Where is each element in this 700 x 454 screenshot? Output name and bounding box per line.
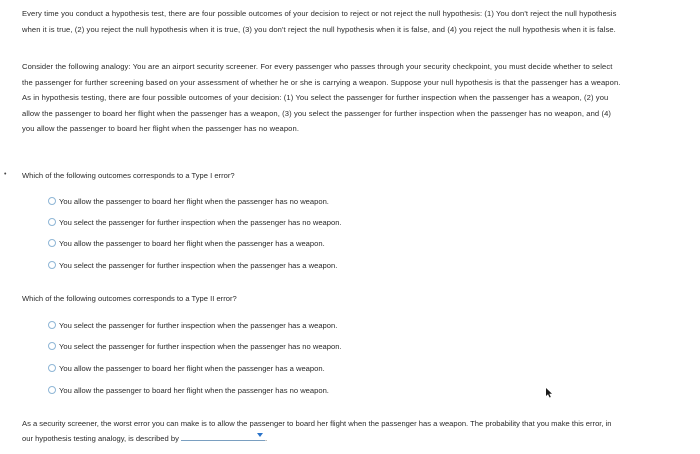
final-statement — [22, 416, 622, 446]
radio-button[interactable] — [48, 342, 56, 350]
option-label: You allow the passenger to board her flight when the passenger has a weapon. — [59, 363, 325, 373]
option-label: You allow the passenger to board her flight when the passenger has no weapon. — [59, 196, 329, 206]
intro-paragraph: Every time you conduct a hypothesis test, there are four possible outcomes of your decision to reject or not reject the null hypothesis: (1) You don't reject the null hypothesis when it is true, (2) you reject the null hypothesis when it is true, (3) you don't reject the null hypothesis when it is false, and (4) you reject the null hypothesis when it is false. — [22, 9, 617, 34]
radio-button[interactable] — [48, 239, 56, 247]
q1-option-2[interactable] — [48, 215, 342, 229]
q2-option-2[interactable] — [48, 339, 342, 353]
question2-prompt: Which of the following outcomes corresponds to a Type II error? — [22, 294, 237, 303]
radio-button[interactable] — [48, 218, 56, 226]
radio-button[interactable] — [48, 321, 56, 329]
q2-option-1[interactable] — [48, 318, 337, 332]
q1-option-4[interactable] — [48, 258, 337, 272]
q2-option-3[interactable] — [48, 361, 325, 375]
option-label: You select the passenger for further inspection when the passenger has a weapon. — [59, 260, 338, 270]
option-label: You allow the passenger to board her flight when the passenger has no weapon. — [59, 385, 329, 395]
margin-marker: • — [4, 171, 7, 178]
option-label: You select the passenger for further inspection when the passenger has no weapon. — [59, 217, 342, 227]
radio-button[interactable] — [48, 386, 56, 394]
option-label: You select the passenger for further inspection when the passenger has a weapon. — [59, 320, 338, 330]
option-label: You select the passenger for further inspection when the passenger has no weapon. — [59, 341, 342, 351]
analogy-paragraph: Consider the following analogy: You are an airport security screener. For every passenger who passes through your security checkpoint, you must decide whether to select the passenger for further screening based on your assessment of whether he or she is carrying a weapon. Suppose your null hypothesis is that the passenger has a weapon. As in hypothesis testing, there are four possible outcomes of your decision: (1) You select the passenger for further inspection when the passenger has a weapon, (2) you allow the passenger to board her flight when the passenger has a weapon, (3) you select the passenger for further inspection when the passenger has no weapon, and (4) you allow the passenger to board her flight when the passenger has no weapon. — [22, 62, 621, 134]
q1-option-3[interactable] — [48, 236, 325, 250]
q2-option-4[interactable] — [48, 383, 329, 397]
answer-dropdown[interactable] — [181, 431, 268, 443]
question1-prompt: Which of the following outcomes corresponds to a Type I error? — [22, 171, 235, 180]
mouse-pointer-icon — [545, 388, 553, 398]
final-statement-suffix: . — [265, 434, 268, 443]
option-label: You allow the passenger to board her flight when the passenger has a weapon. — [59, 238, 325, 248]
radio-button[interactable] — [48, 364, 56, 372]
final-statement-text: As a security screener, the worst error you can make is to allow the passenger to board her flight when the passenger has a weapon. The probability that you make this error, in our hypothesis testing analogy, is described by — [22, 419, 612, 443]
radio-button[interactable] — [48, 197, 56, 205]
radio-button[interactable] — [48, 261, 56, 269]
q1-option-1[interactable] — [48, 194, 329, 208]
chevron-down-icon[interactable] — [257, 433, 263, 437]
